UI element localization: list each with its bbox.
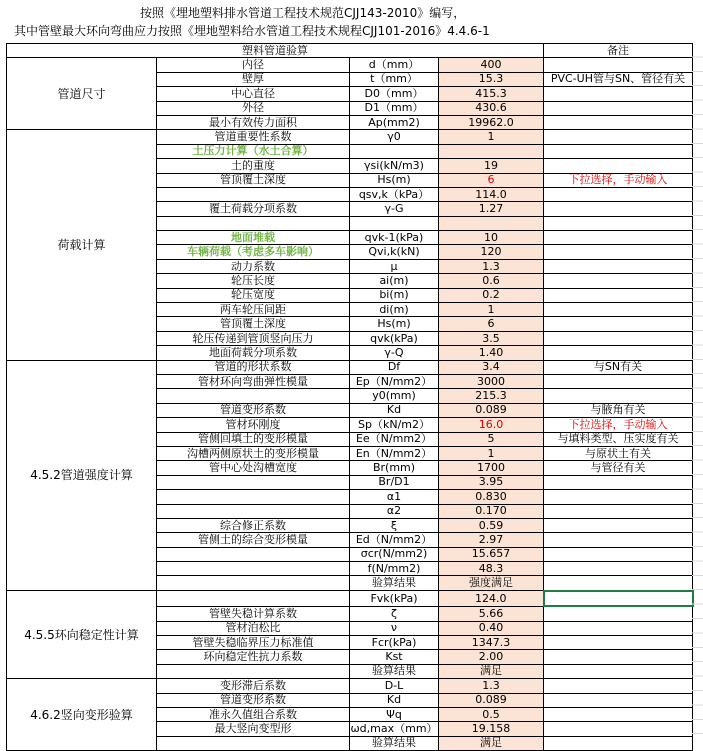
row-symbol[interactable]: Hs(m) [350,173,439,187]
row-note[interactable] [544,288,693,302]
row-note[interactable] [544,87,693,101]
row-note[interactable] [544,58,693,72]
row-note[interactable] [544,679,693,693]
row-value[interactable]: 16.0 [439,418,544,432]
table-row [7,591,693,606]
row-note[interactable] [544,159,693,173]
row-value[interactable]: 0.170 [439,504,544,518]
row-value[interactable]: 1347.3 [439,636,544,650]
row-label[interactable]: 土的重度 [157,159,350,173]
row-note[interactable] [544,576,693,591]
row-value[interactable]: 0.40 [439,621,544,635]
row-symbol[interactable]: Df [350,360,439,374]
row-note[interactable] [544,518,693,532]
row-label[interactable]: 地面荷载分项系数 [157,346,350,360]
row-value[interactable]: 0.59 [439,518,544,532]
row-value[interactable]: 1700 [439,461,544,475]
row-symbol[interactable]: qvk(kPa) [350,331,439,345]
row-value[interactable]: 1.3 [439,679,544,693]
row-note[interactable] [544,202,693,216]
row-symbol[interactable]: γ0 [350,130,439,144]
row-note[interactable] [544,490,693,504]
row-value[interactable]: 0.830 [439,490,544,504]
row-label[interactable] [157,490,350,504]
row-label[interactable]: 管材泊松比 [157,621,350,635]
row-label[interactable]: 中心直径 [157,87,350,101]
row-symbol[interactable]: En（N/mm2） [350,446,439,460]
row-label[interactable]: 管顶覆土深度 [157,317,350,331]
row-label[interactable]: 管道变形系数 [157,693,350,707]
row-note[interactable]: 与管径有关 [544,461,693,475]
row-symbol[interactable]: di(m) [350,303,439,317]
row-value[interactable]: 强度满足 [439,576,544,591]
row-note[interactable] [544,130,693,144]
row-label[interactable]: 轮压传递到管顶竖向压力 [157,331,350,345]
row-note[interactable] [544,144,693,158]
row-label[interactable]: 管材环刚度 [157,418,350,432]
row-label[interactable] [157,562,350,576]
row-symbol[interactable]: ν [350,621,439,635]
table-row [7,130,693,144]
row-label[interactable]: 管顶覆土深度 [157,173,350,187]
row-label[interactable]: 管道重要性系数 [157,130,350,144]
row-symbol[interactable]: Kst [350,650,439,664]
row-symbol[interactable]: bi(m) [350,288,439,302]
row-note[interactable] [544,101,693,115]
row-note[interactable] [544,606,693,621]
row-note[interactable] [544,274,693,288]
table-row [7,58,693,72]
row-symbol[interactable]: γsi(kN/m3) [350,159,439,173]
row-note[interactable] [544,636,693,650]
row-value[interactable]: 1.3 [439,259,544,273]
row-note[interactable] [544,389,693,403]
row-symbol[interactable]: Br(mm) [350,461,439,475]
row-symbol[interactable]: qvk-1(kPa) [350,231,439,245]
row-value[interactable]: 3.95 [439,475,544,489]
row-label[interactable]: 管壁失稳计算系数 [157,606,350,621]
group-name[interactable]: 4.5.2管道强度计算 [7,360,157,591]
row-label[interactable]: 覆土荷载分项系数 [157,202,350,216]
row-note[interactable] [544,736,693,750]
table-row [7,679,693,693]
row-label[interactable] [157,475,350,489]
row-value[interactable]: 满足 [439,736,544,750]
row-label[interactable]: 准永久值组合系数 [157,707,350,721]
row-label[interactable]: 地面堆载 [157,231,350,245]
row-label[interactable] [157,504,350,518]
row-label[interactable]: 车辆荷载（考虑多车影响） [157,245,350,259]
row-symbol[interactable]: ξ [350,518,439,532]
row-symbol[interactable]: α1 [350,490,439,504]
row-value[interactable]: 0.5 [439,707,544,721]
row-value[interactable]: 6 [439,317,544,331]
row-label[interactable] [157,736,350,750]
row-value[interactable]: 1 [439,130,544,144]
row-symbol[interactable]: qsv,k（kPa） [350,187,439,201]
row-value[interactable]: 6 [439,173,544,187]
row-value[interactable]: 15.657 [439,547,544,561]
row-symbol[interactable]: Fcr(kPa) [350,636,439,650]
note-header[interactable]: 备注 [544,44,693,58]
row-symbol[interactable]: Ed（N/mm2） [350,533,439,547]
row-note[interactable] [544,317,693,331]
row-value[interactable] [439,144,544,158]
row-label[interactable]: 管壁失稳临界压力标准值 [157,636,350,650]
row-note[interactable] [544,216,693,230]
row-value[interactable]: 120 [439,245,544,259]
row-label[interactable]: 管侧土的综合变形模量 [157,533,350,547]
row-label[interactable]: 沟槽两侧原状土的变形模量 [157,446,350,460]
row-symbol[interactable]: Ap(mm2) [350,115,439,129]
sheet-grid-edge [692,43,703,743]
row-note[interactable] [544,707,693,721]
sheet-header [0,0,703,43]
row-label[interactable]: 两车轮压间距 [157,303,350,317]
row-symbol[interactable]: Hs(m) [350,317,439,331]
row-symbol[interactable]: σcr(N/mm2) [350,547,439,561]
header-line-2: 其中管壁最大环向弯曲应力按照《埋地塑料给水管道工程技术规程CJJ101-2016》4.4.6-1 [14,24,490,38]
row-note[interactable] [544,591,693,606]
row-label[interactable]: 最大竖向变型形 [157,722,350,736]
row-value[interactable]: 满足 [439,664,544,678]
row-symbol[interactable]: Kd [350,403,439,417]
row-symbol[interactable]: D0（mm） [350,87,439,101]
row-note[interactable] [544,533,693,547]
row-value[interactable]: 19 [439,159,544,173]
row-value[interactable]: 1 [439,303,544,317]
row-note[interactable] [544,722,693,736]
row-value[interactable]: 19.158 [439,722,544,736]
row-value[interactable]: 15.3 [439,72,544,86]
table-row [7,360,693,374]
row-symbol[interactable]: D1（mm） [350,101,439,115]
row-note[interactable] [544,562,693,576]
row-value[interactable]: 48.3 [439,562,544,576]
row-label[interactable]: 壁厚 [157,72,350,86]
row-value[interactable]: 0.2 [439,288,544,302]
row-label[interactable]: 管中心处沟槽宽度 [157,461,350,475]
row-note[interactable]: 下拉选择，手动输入 [544,173,693,187]
row-value[interactable]: 2.00 [439,650,544,664]
row-symbol[interactable]: y0(mm) [350,389,439,403]
row-symbol[interactable]: Ee（N/mm2） [350,432,439,446]
row-note[interactable] [544,475,693,489]
row-value[interactable]: 1.27 [439,202,544,216]
row-note[interactable] [544,504,693,518]
row-label[interactable]: 管侧回填土的变形模量 [157,432,350,446]
row-note[interactable] [544,547,693,561]
row-note[interactable] [544,621,693,635]
row-value[interactable]: 3000 [439,374,544,388]
row-symbol[interactable]: 验算结果 [350,664,439,678]
row-label[interactable]: 管材环向弯曲弹性模量 [157,374,350,388]
row-value[interactable] [439,216,544,230]
row-label[interactable] [157,389,350,403]
row-label[interactable]: 土压力计算（水土合算） [157,144,350,158]
group-name[interactable]: 荷载计算 [7,130,157,360]
row-note[interactable] [544,245,693,259]
row-note[interactable] [544,231,693,245]
row-value[interactable]: 3.4 [439,360,544,374]
row-note[interactable] [544,331,693,345]
row-value[interactable]: 5.66 [439,606,544,621]
row-value[interactable]: 1 [439,446,544,460]
row-label[interactable] [157,664,350,678]
row-symbol[interactable]: 验算结果 [350,576,439,591]
row-symbol[interactable]: Ep（N/mm2） [350,374,439,388]
row-note[interactable]: 与原状土有关 [544,446,693,460]
row-symbol[interactable] [350,144,439,158]
group-name[interactable]: 管道尺寸 [7,58,157,130]
row-note[interactable] [544,346,693,360]
row-note[interactable] [544,650,693,664]
row-label[interactable]: 综合修正系数 [157,518,350,532]
row-note[interactable]: 下拉选择，手动输入 [544,418,693,432]
row-symbol[interactable]: Qvi,k(kN) [350,245,439,259]
row-value[interactable]: 19962.0 [439,115,544,129]
row-label[interactable] [157,187,350,201]
pipe-check-table [6,43,694,751]
row-symbol[interactable]: ai(m) [350,274,439,288]
header-line-1: 按照《埋地塑料排水管道工程技术规范CJJ143-2010》编写， [140,6,466,20]
row-label[interactable]: 管道变形系数 [157,403,350,417]
row-symbol[interactable]: Sp（kN/m2） [350,418,439,432]
group-name[interactable]: 4.5.5环向稳定性计算 [7,591,157,679]
row-label[interactable]: 变形滞后系数 [157,679,350,693]
row-symbol[interactable]: Br/D1 [350,475,439,489]
row-note[interactable] [544,664,693,678]
row-label[interactable]: 动力系数 [157,259,350,273]
row-label[interactable]: 内径 [157,58,350,72]
row-value[interactable]: 430.6 [439,101,544,115]
row-value[interactable]: 400 [439,58,544,72]
row-label[interactable]: 轮压长度 [157,274,350,288]
row-label[interactable]: 外径 [157,101,350,115]
row-note[interactable] [544,303,693,317]
row-note[interactable] [544,187,693,201]
row-symbol[interactable]: μ [350,259,439,273]
row-note[interactable] [544,693,693,707]
row-note[interactable] [544,115,693,129]
row-symbol[interactable]: d（mm） [350,58,439,72]
row-value[interactable]: 114.0 [439,187,544,201]
row-label[interactable]: 环向稳定性抗力系数 [157,650,350,664]
row-symbol[interactable]: Ψq [350,707,439,721]
row-symbol[interactable]: t（mm） [350,72,439,86]
row-symbol[interactable]: ζ [350,606,439,621]
row-symbol[interactable]: α2 [350,504,439,518]
row-label[interactable]: 管道的形状系数 [157,360,350,374]
table-title-row [7,44,693,58]
row-value[interactable]: 5 [439,432,544,446]
row-note[interactable]: 与腋角有关 [544,403,693,417]
row-value[interactable]: 2.97 [439,533,544,547]
row-value[interactable]: 1.40 [439,346,544,360]
row-note[interactable] [544,259,693,273]
row-note[interactable] [544,374,693,388]
row-note[interactable]: 与SN有关 [544,360,693,374]
row-symbol[interactable]: f(N/mm2) [350,562,439,576]
row-value[interactable]: 215.3 [439,389,544,403]
row-label[interactable] [157,216,350,230]
row-value[interactable]: 0.6 [439,274,544,288]
row-symbol[interactable]: γ-G [350,202,439,216]
row-value[interactable]: 0.089 [439,403,544,417]
row-symbol[interactable]: Kd [350,693,439,707]
row-symbol[interactable]: Fvk(kPa) [350,591,439,606]
group-name[interactable]: 4.6.2竖向变形验算 [7,679,157,751]
table-title[interactable]: 塑料管道验算 [7,44,544,58]
row-value[interactable]: 415.3 [439,87,544,101]
row-symbol[interactable]: γ-Q [350,346,439,360]
row-value[interactable]: 0.089 [439,693,544,707]
row-value[interactable]: 124.0 [439,591,544,606]
row-label[interactable] [157,591,350,606]
row-label[interactable] [157,576,350,591]
row-label[interactable]: 最小有效传力面积 [157,115,350,129]
row-symbol[interactable]: D-L [350,679,439,693]
row-label[interactable]: 轮压宽度 [157,288,350,302]
row-symbol[interactable]: 验算结果 [350,736,439,750]
row-note[interactable]: 与填料类型、压实度有关 [544,432,693,446]
row-value[interactable]: 3.5 [439,331,544,345]
row-symbol[interactable]: ωd,max（mm） [350,722,438,736]
row-label[interactable] [157,547,350,561]
row-symbol[interactable] [350,216,439,230]
row-note[interactable]: PVC-UH管与SN、管径有关 [544,72,693,86]
row-value[interactable]: 10 [439,231,544,245]
